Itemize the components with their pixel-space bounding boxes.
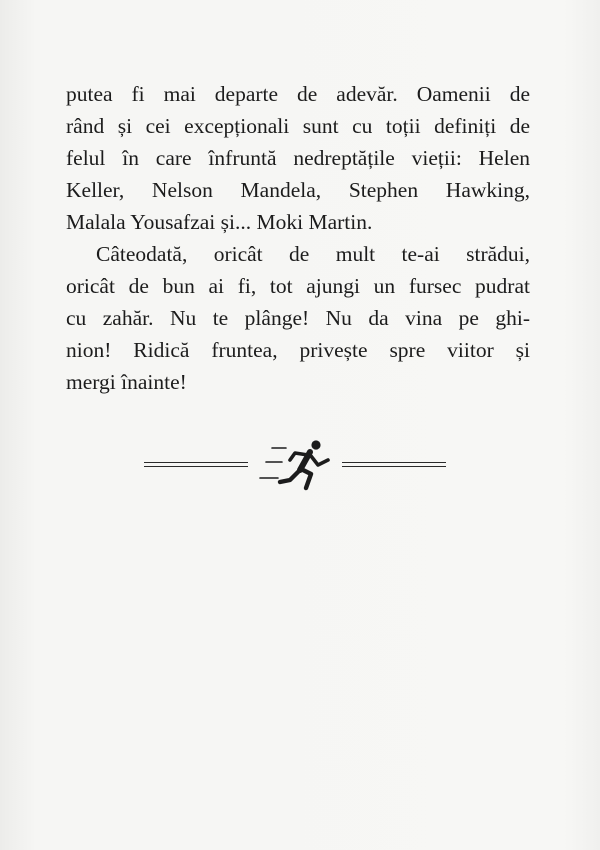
- paragraph-2: [66, 238, 530, 398]
- separator-left-rule: [144, 463, 248, 467]
- running-man-icon: [260, 440, 328, 488]
- text-line: cu zahăr. Nu te plânge! Nu da vina pe ghi-: [66, 306, 530, 330]
- text-line: felul în care înfruntă nedreptățile vieții: Helen: [66, 146, 530, 170]
- section-separator: [140, 436, 450, 496]
- text-line: oricât de bun ai fi, tot ajungi un fursec pudrat: [66, 274, 530, 298]
- separator-right-rule: [342, 463, 446, 467]
- text-line: Keller, Nelson Mandela, Stephen Hawking,: [66, 178, 530, 202]
- body-text: [66, 78, 530, 398]
- text-line: putea fi mai departe de adevăr. Oamenii de: [66, 82, 530, 106]
- text-line: rând și cei excepționali sunt cu toții definiți de: [66, 114, 530, 138]
- text-line: Câteodată, oricât de mult te-ai strădui,: [96, 242, 530, 266]
- text-line: nion! Ridică fruntea, privește spre viitor și: [66, 338, 530, 362]
- text-line: Malala Yousafzai și... Moki Martin.: [66, 210, 373, 234]
- paragraph-1: [66, 78, 530, 238]
- text-line: mergi înainte!: [66, 370, 187, 394]
